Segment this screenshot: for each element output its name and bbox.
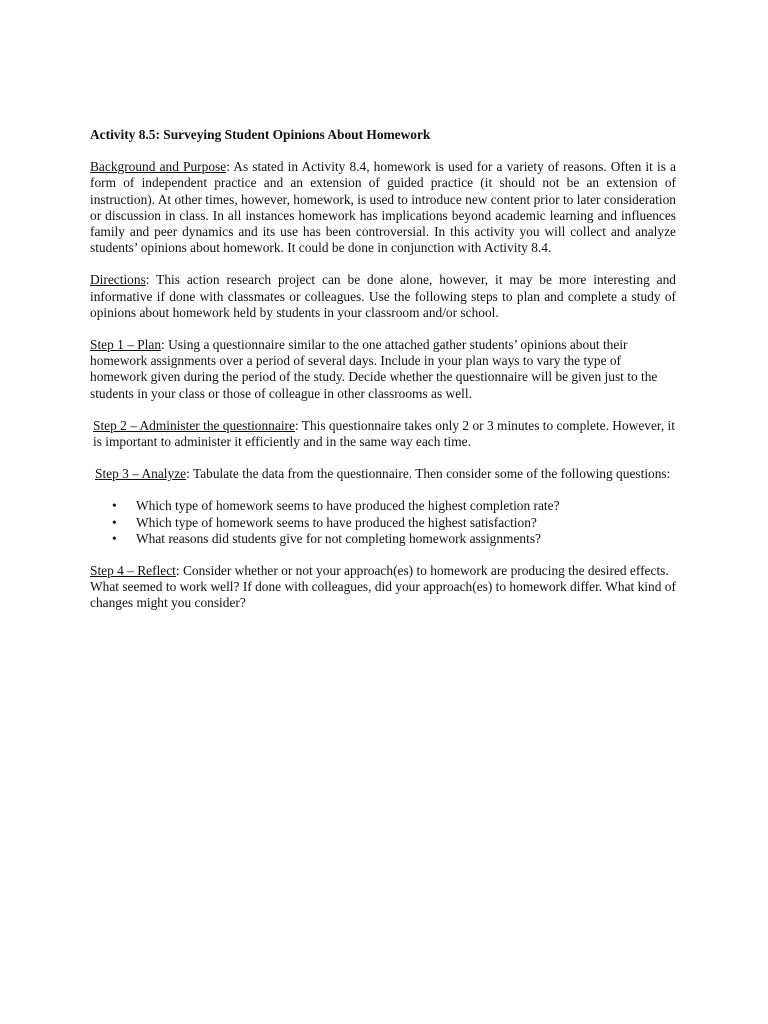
list-item [90,531,676,547]
step2-text: : This questionnaire takes only 2 or 3 minutes to complete. However, it is important to administer it efficiently and in the same way each time. [93,417,675,450]
background-text: : As stated in Activity 8.4, homework is used for a variety of reasons. Often it is a form of independent practice and an extension of guided practice (it should not be an extension of instruction). At other times, however, homework, is used to introduce new content prior to later consideration or discussion in class. In all instances homework has implications beyond academic learning and influences family and peer dynamics and its use has been controversial. In this activity you will collect and analyze students’ opinions about homework. It could be done in conjunction with Activity 8.4. [90,159,676,256]
background-heading: Background and Purpose [90,159,227,175]
question-text: Which type of homework seems to have produced the highest completion rate? [136,498,560,514]
step3-heading: Step 3 – Analyze [95,466,187,482]
step2-paragraph [90,418,676,450]
list-item [90,498,676,514]
bullet-icon: • [112,530,117,546]
step3-text: : Tabulate the data from the questionnaire. Then consider some of the following questions: [186,466,671,482]
question-text: Which type of homework seems to have produced the highest satisfaction? [136,514,537,530]
directions-paragraph [90,272,676,321]
document-page [90,127,676,628]
document-title: Activity 8.5: Surveying Student Opinions About Homework [90,127,431,142]
list-item [90,515,676,531]
step2-heading: Step 2 – Administer the questionnaire [93,417,295,433]
background-paragraph [90,159,676,256]
step1-text: : Using a questionnaire similar to the one attached gather students’ opinions about their homework assignments over a period of several days. Include in your plan ways to vary the type of homework given during the period of the study. Decide whether the questionnaire will be given just to the students in your class or those of colleague in other classrooms as well. [90,337,658,401]
step4-paragraph [90,563,676,612]
step3-paragraph [90,466,676,482]
step1-heading: Step 1 – Plan [90,337,162,353]
directions-heading: Directions [90,272,146,288]
step4-heading: Step 4 – Reflect [90,563,176,579]
bullet-icon: • [112,498,117,514]
bullet-icon: • [112,514,117,530]
step1-paragraph [90,337,676,402]
step4-text: : Consider whether or not your approach(es) to homework are producing the desired effects. What seemed to work well? If done with colleagues, did your approach(es) to homework differ. What kind of changes might you consider? [90,563,676,611]
directions-text: : This action research project can be done alone, however, it may be more interesting and informative if done with classmates or colleagues. Use the following steps to plan and complete a study of opinions about homework held by students in your classroom and/or school. [90,272,676,320]
question-text: What reasons did students give for not completing homework assignments? [136,530,541,546]
question-list [90,498,676,547]
